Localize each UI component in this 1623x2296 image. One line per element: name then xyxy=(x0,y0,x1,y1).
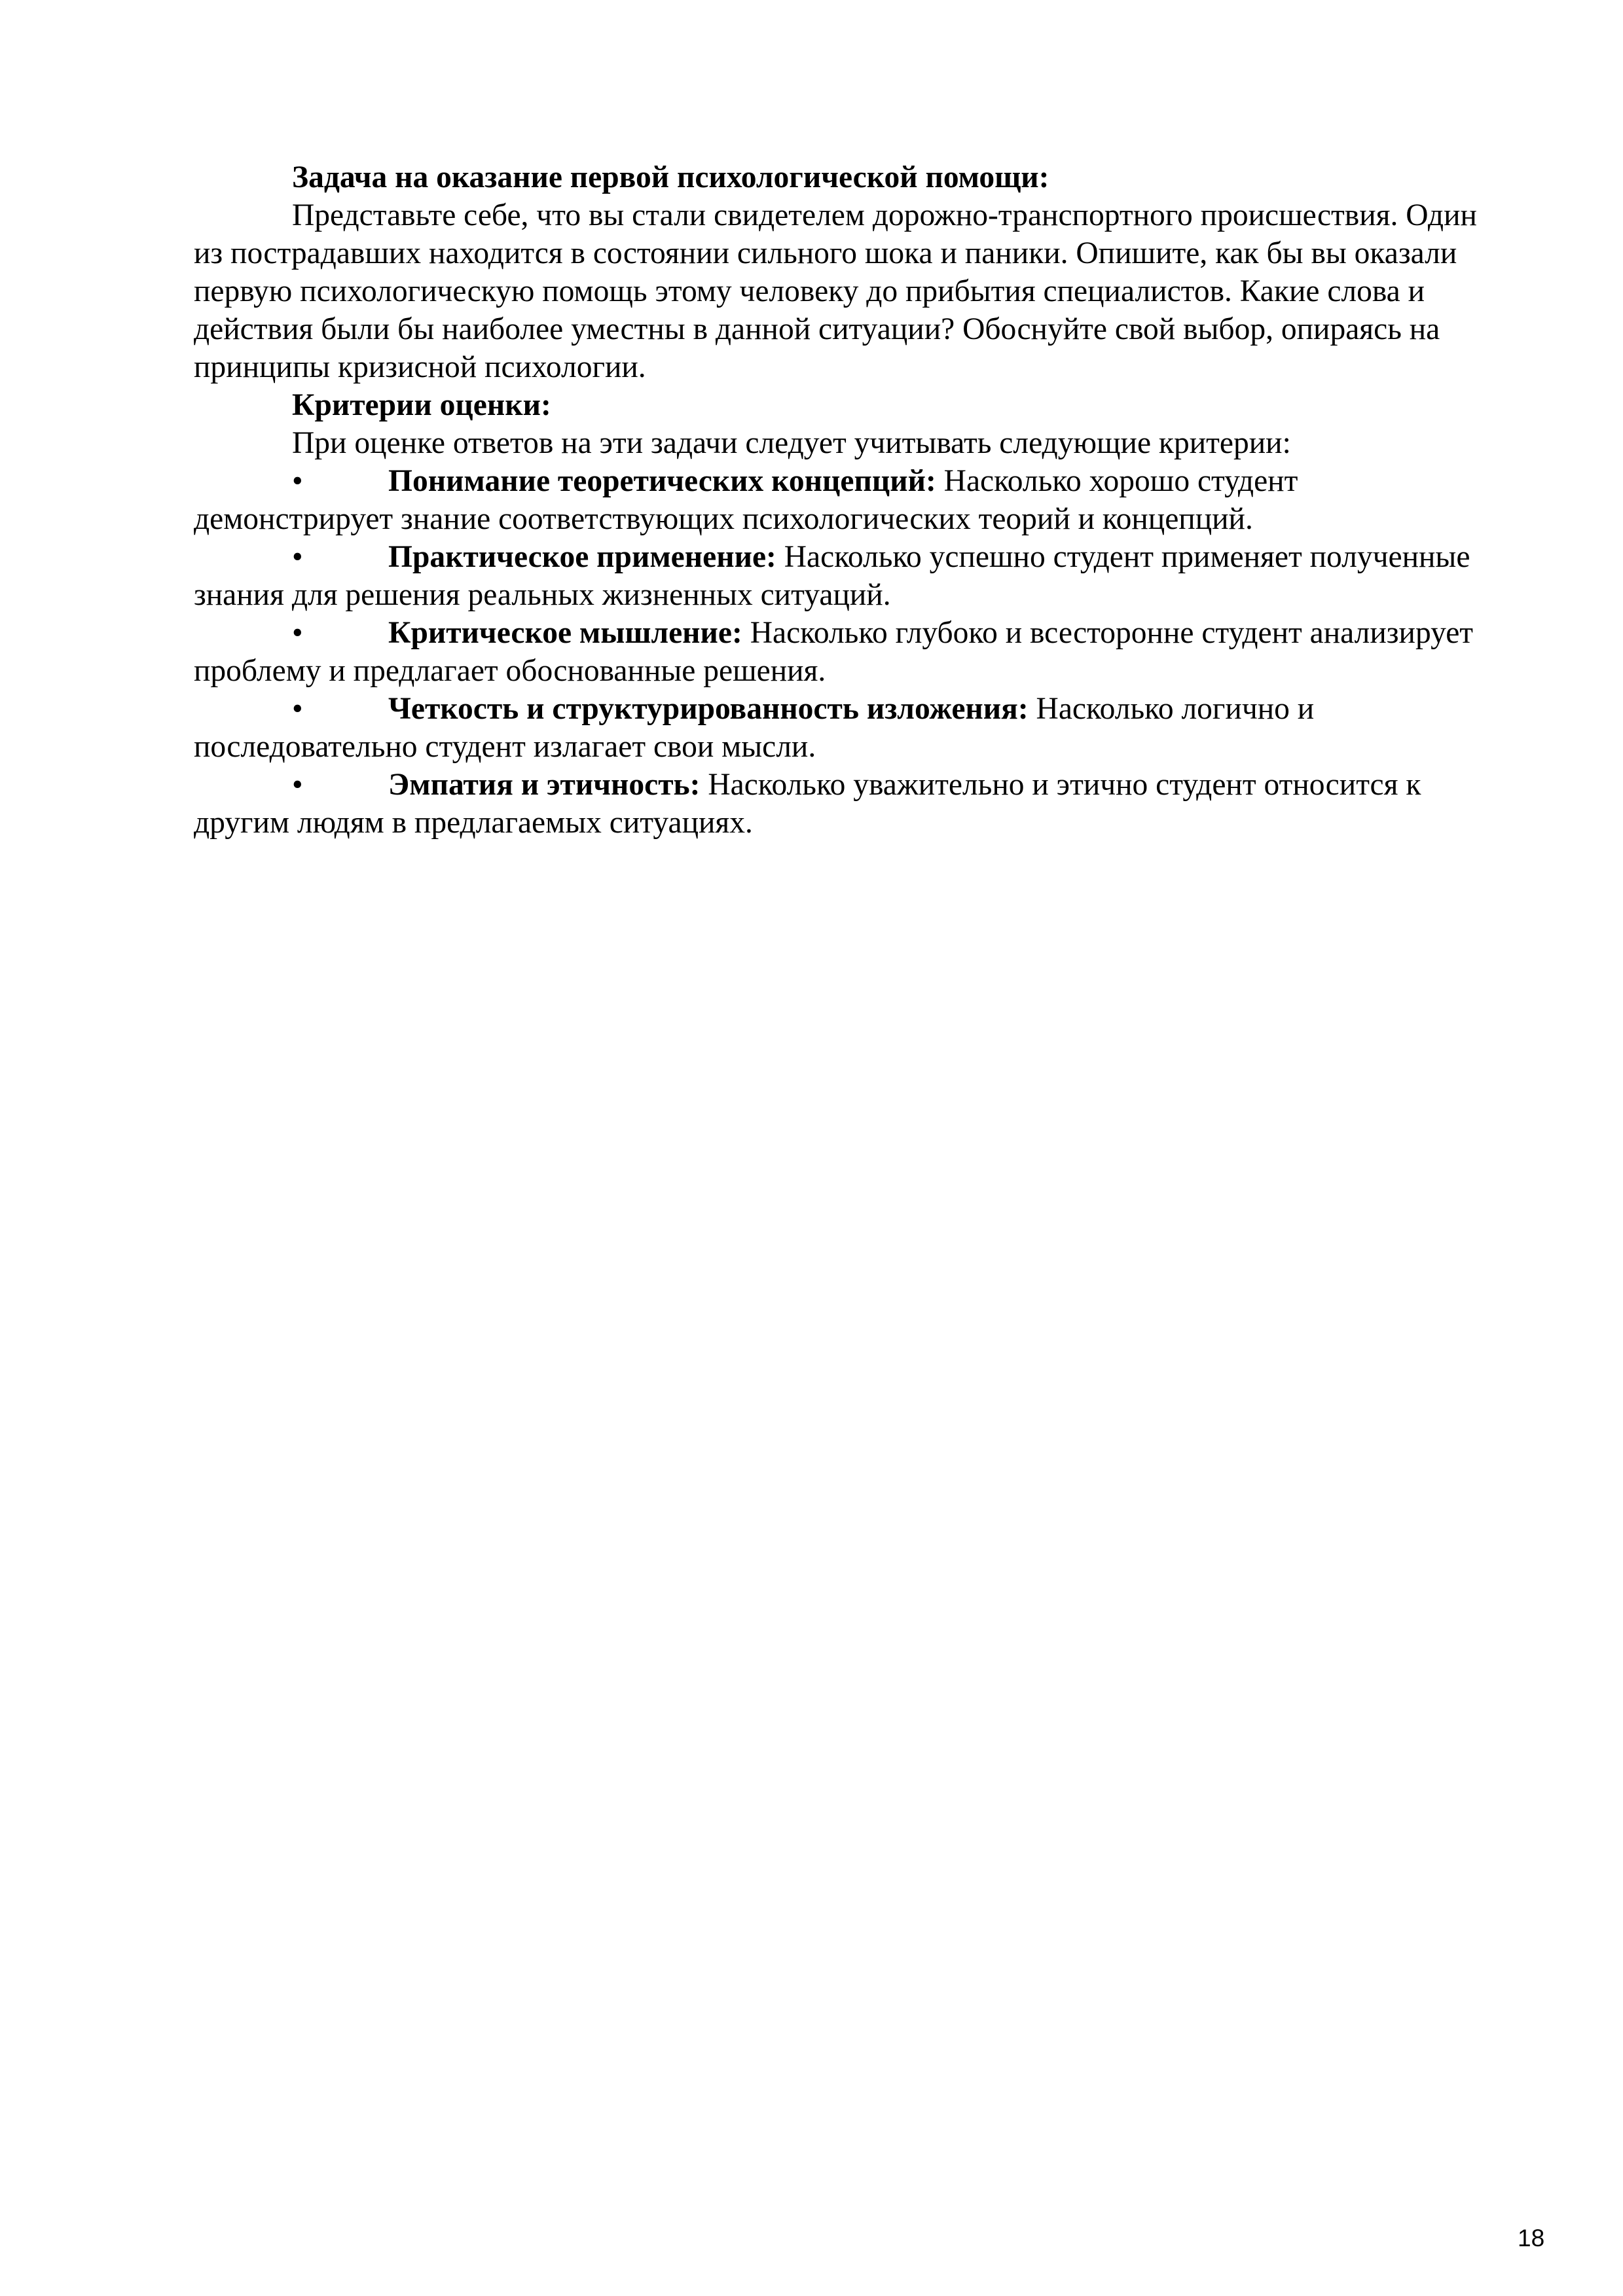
criteria-heading: Критерии оценки: xyxy=(292,388,551,422)
bullet-icon: • xyxy=(292,464,303,498)
criteria-name: Понимание теоретических концепций: xyxy=(388,464,936,498)
task-heading: Задача на оказание первой психологической помощи: xyxy=(292,160,1049,194)
criteria-text: Насколько уважительно и этично студент относится к другим людям в предлагаемых ситуациях. xyxy=(194,768,1421,840)
criteria-name: Практическое применение: xyxy=(388,540,776,574)
page-number: 18 xyxy=(1518,2225,1545,2251)
criteria-item xyxy=(194,614,1498,690)
criteria-name: Четкость и структурированность изложения: xyxy=(388,692,1029,726)
bullet-icon: • xyxy=(292,692,303,726)
bullet-icon: • xyxy=(292,540,303,574)
criteria-item xyxy=(194,690,1498,766)
criteria-text: Насколько хорошо студент демонстрирует знание соответствующих психологических теорий и концепций. xyxy=(194,464,1298,536)
criteria-intro: При оценке ответов на эти задачи следует учитывать следующие критерии: xyxy=(292,426,1291,460)
criteria-item xyxy=(194,538,1498,614)
criteria-text: Насколько глубоко и всесторонне студент анализирует проблему и предлагает обоснованные решения. xyxy=(194,616,1474,688)
bullet-icon: • xyxy=(292,616,303,650)
criteria-list xyxy=(194,462,1498,842)
criteria-name: Критическое мышление: xyxy=(388,616,742,650)
page-content xyxy=(194,158,1498,842)
criteria-name: Эмпатия и этичность: xyxy=(388,768,701,802)
criteria-item xyxy=(194,462,1498,538)
bullet-icon: • xyxy=(292,768,303,802)
task-body: Представьте себе, что вы стали свидетелем дорожно-транспортного происшествия. Один из пострадавших находится в состоянии сильного шока и паники. Опишите, как бы вы оказали первую психологическую помощь этому человеку до прибытия специалистов. Какие слова и действия были бы наиболее уместны в данной ситуации? Обоснуйте свой выбор, опираясь на принципы кризисной психологии. xyxy=(194,198,1477,384)
criteria-text: Насколько логично и последовательно студент излагает свои мысли. xyxy=(194,692,1315,764)
criteria-item xyxy=(194,766,1498,842)
criteria-text: Насколько успешно студент применяет полученные знания для решения реальных жизненных ситуаций. xyxy=(194,540,1470,612)
